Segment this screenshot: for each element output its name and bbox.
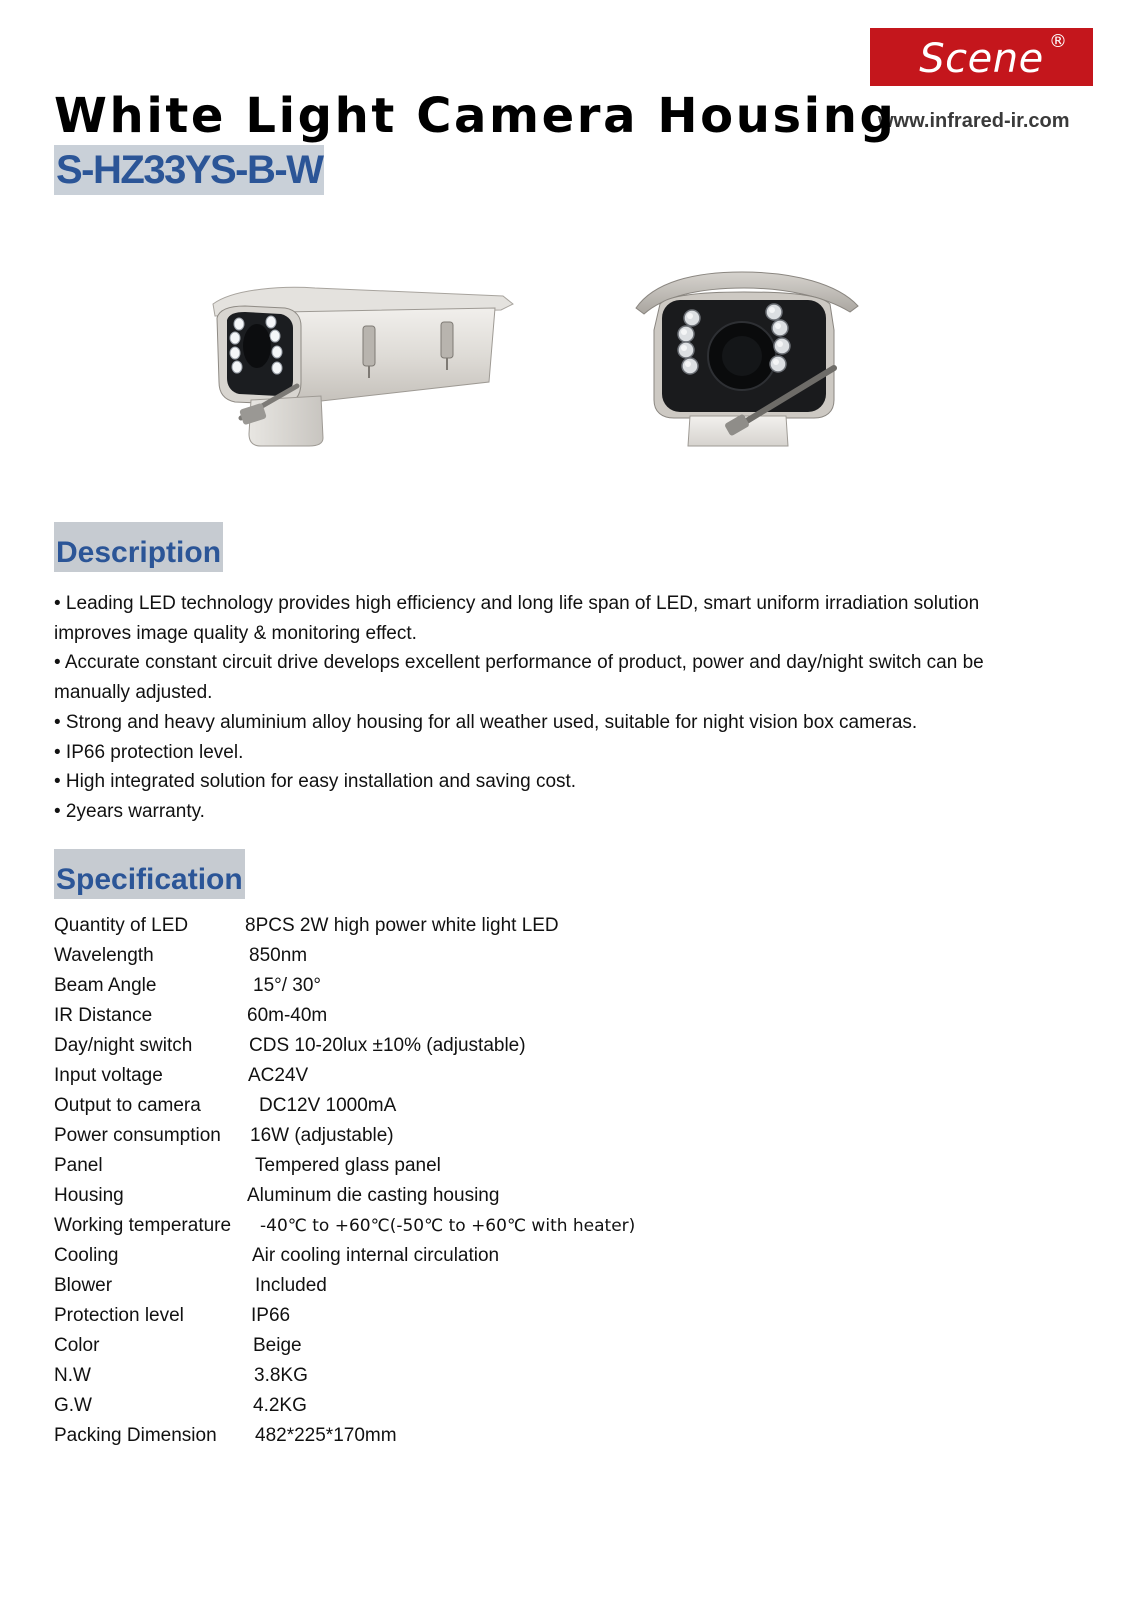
spec-label: G.W — [54, 1395, 92, 1416]
spec-label: Power consumption — [54, 1125, 221, 1146]
spec-label: Working temperature — [54, 1215, 232, 1236]
registered-mark: ® — [1049, 31, 1067, 52]
brand-logo — [870, 28, 1093, 86]
spec-value: 16W (adjustable) — [250, 1125, 394, 1146]
camera-housing-front-view — [634, 270, 864, 460]
spec-value: -40℃ to +60℃(-50℃ to +60℃ with heater) — [260, 1216, 636, 1236]
spec-label: Day/night switch — [54, 1035, 193, 1056]
spec-value: 3.8KG — [254, 1365, 308, 1386]
spec-label: Quantity of LED — [54, 915, 189, 936]
page-title: White Light Camera Housing — [54, 88, 897, 144]
spec-label: Packing Dimension — [54, 1425, 217, 1446]
description-line: • 2years warranty. — [54, 800, 205, 822]
spec-label: Blower — [54, 1275, 113, 1296]
spec-label: Protection level — [54, 1305, 184, 1326]
logo-text: Scene — [919, 36, 1044, 82]
spec-label: Cooling — [54, 1245, 119, 1266]
website-url[interactable]: www.infrared-ir.com — [878, 110, 1070, 132]
description-line: manually adjusted. — [54, 682, 213, 704]
spec-value: 4.2KG — [253, 1395, 307, 1416]
description-line: improves image quality & monitoring effect. — [54, 622, 417, 644]
spec-value: CDS 10-20lux ±10% (adjustable) — [249, 1035, 526, 1056]
camera-housing-side-view — [205, 282, 523, 462]
description-line: • Strong and heavy aluminium alloy housing for all weather used, suitable for night vision box cameras. — [54, 711, 918, 733]
spec-value: Beige — [253, 1335, 302, 1356]
spec-value: DC12V 1000mA — [259, 1095, 397, 1116]
spec-value: Tempered glass panel — [255, 1155, 441, 1176]
spec-value: Aluminum die casting housing — [247, 1185, 500, 1206]
spec-label: N.W — [54, 1365, 91, 1386]
description-heading: Description — [54, 522, 223, 572]
spec-value: Included — [255, 1275, 327, 1296]
spec-value: IP66 — [251, 1305, 291, 1326]
description-body — [54, 589, 1054, 827]
spec-value: 60m-40m — [247, 1005, 328, 1026]
description-line: • High integrated solution for easy installation and saving cost. — [54, 771, 577, 793]
spec-label: Beam Angle — [54, 975, 157, 996]
spec-value: 482*225*170mm — [255, 1425, 397, 1446]
spec-value: 850nm — [249, 945, 308, 966]
spec-value: AC24V — [248, 1065, 309, 1086]
spec-label: Wavelength — [54, 945, 154, 966]
model-number: S-HZ33YS-B-W — [54, 145, 324, 195]
spec-label: IR Distance — [54, 1005, 153, 1026]
spec-value: Air cooling internal circulation — [252, 1245, 500, 1266]
description-line: • Accurate constant circuit drive develops excellent performance of product, power and day/night switch can be — [54, 652, 984, 674]
spec-label: Panel — [54, 1155, 103, 1176]
description-line: • IP66 protection level. — [54, 741, 244, 763]
spec-label: Input voltage — [54, 1065, 163, 1086]
spec-value: 8PCS 2W high power white light LED — [245, 915, 559, 936]
spec-label: Output to camera — [54, 1095, 201, 1116]
specification-heading: Specification — [54, 849, 245, 899]
spec-label: Housing — [54, 1185, 124, 1206]
spec-label: Color — [54, 1335, 100, 1356]
spec-value: 15°/ 30° — [253, 975, 322, 996]
description-line: • Leading LED technology provides high efficiency and long life span of LED, smart uniform irradiation solution — [54, 593, 980, 614]
